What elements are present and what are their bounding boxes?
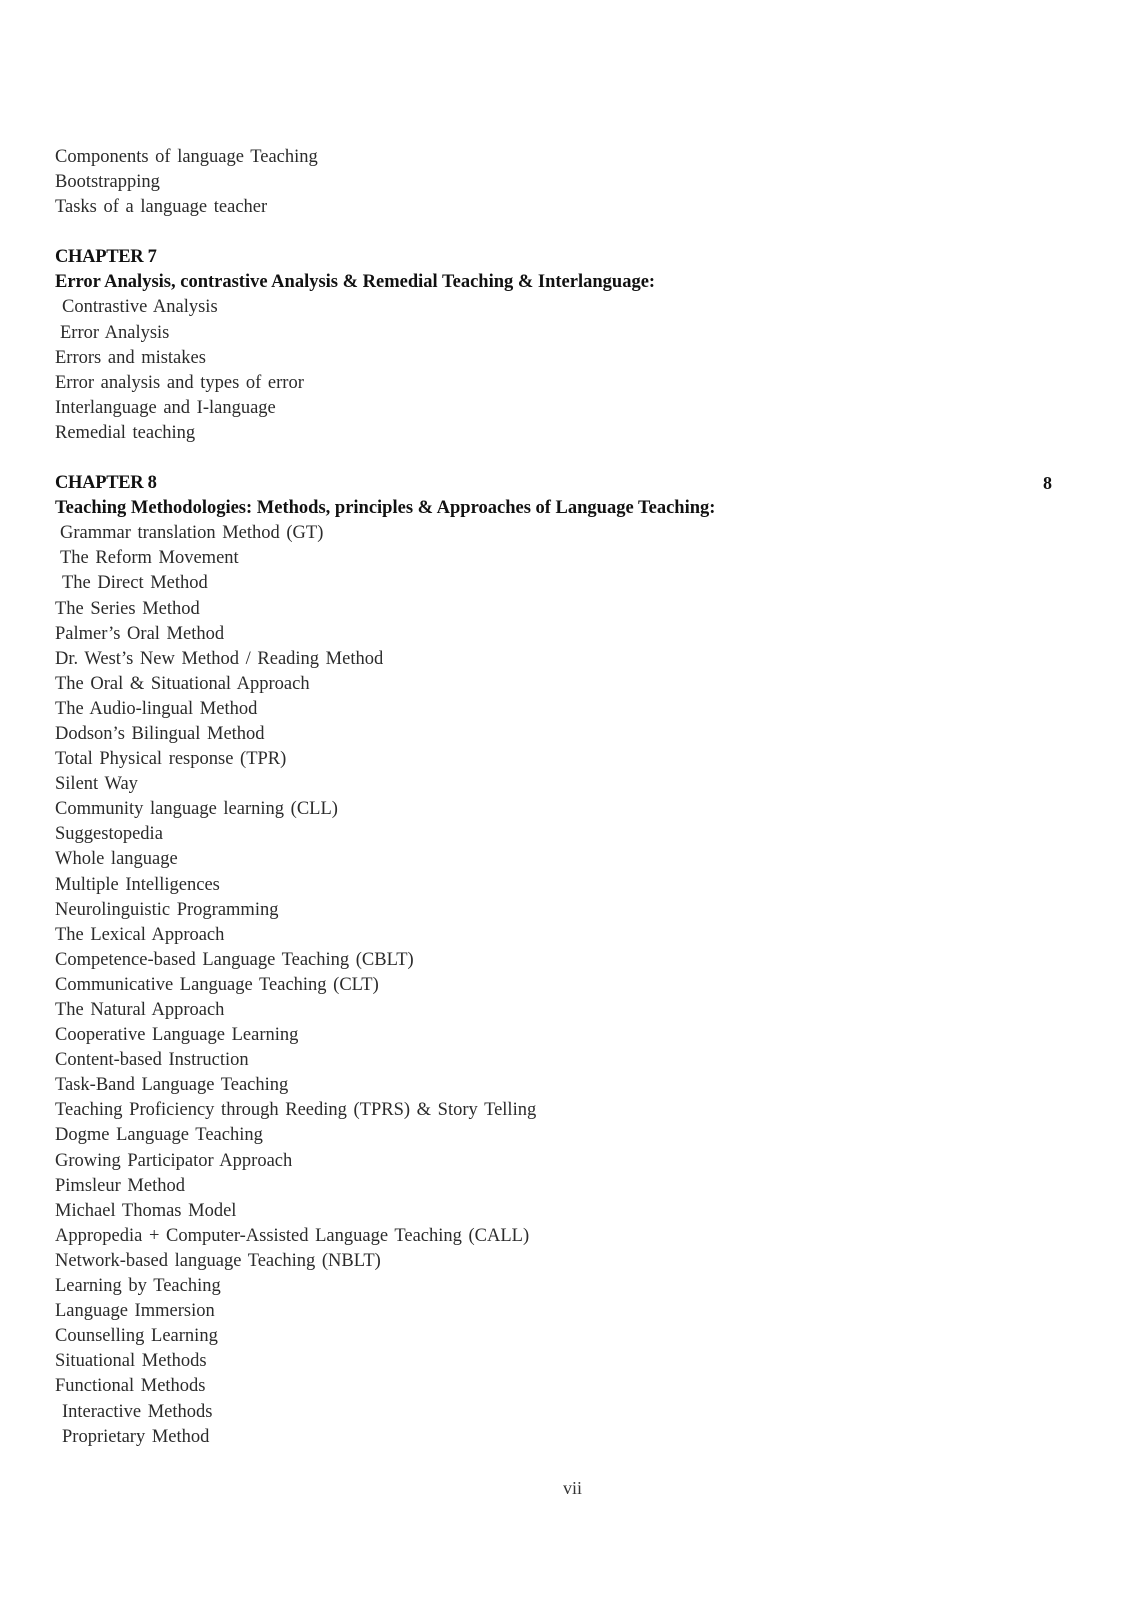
list-item: Growing Participator Approach xyxy=(55,1150,293,1171)
page-number: vii xyxy=(562,1478,582,1498)
intro-list xyxy=(55,145,1015,220)
list-item: Pimsleur Method xyxy=(55,1175,185,1196)
list-item: Remedial teaching xyxy=(55,422,196,443)
list-item: Teaching Proficiency through Reeding (TPRS) & Story Telling xyxy=(55,1100,537,1121)
list-item: Multiple Intelligences xyxy=(55,874,220,895)
list-item: Palmer’s Oral Method xyxy=(55,623,225,644)
list-item: The Series Method xyxy=(55,598,200,619)
list-item: Network-based language Teaching (NBLT) xyxy=(55,1250,381,1271)
list-item: Task-Band Language Teaching xyxy=(55,1075,289,1096)
list-item: Suggestopedia xyxy=(55,824,163,845)
list-item: Content-based Instruction xyxy=(55,1050,249,1071)
list-item: The Lexical Approach xyxy=(55,924,225,945)
table-of-contents xyxy=(55,145,1015,1450)
list-item: Learning by Teaching xyxy=(55,1276,221,1297)
chapter-7-section xyxy=(55,245,1015,446)
list-item: Error Analysis xyxy=(60,322,170,343)
chapter-7-label: CHAPTER 7 xyxy=(55,247,157,268)
list-item: Language Immersion xyxy=(55,1301,215,1322)
list-item: Total Physical response (TPR) xyxy=(55,749,287,770)
list-item: Counselling Learning xyxy=(55,1326,218,1347)
list-item: Dogme Language Teaching xyxy=(55,1125,263,1146)
list-item: Error analysis and types of error xyxy=(55,372,304,393)
chapter-8-title: Teaching Methodologies: Methods, principles & Approaches of Language Teaching: xyxy=(55,498,716,519)
list-item: Errors and mistakes xyxy=(55,347,206,368)
chapter-8-label: CHAPTER 8 xyxy=(55,473,157,494)
list-item: Appropedia + Computer-Assisted Language Teaching (CALL) xyxy=(55,1225,530,1246)
list-item: Contrastive Analysis xyxy=(62,297,218,318)
list-item: Neurolinguistic Programming xyxy=(55,899,279,920)
list-item: Components of language Teaching xyxy=(55,147,318,167)
list-item: The Direct Method xyxy=(62,573,208,594)
chapter-7-title: Error Analysis, contrastive Analysis & Remedial Teaching & Interlanguage: xyxy=(55,272,656,293)
list-item: Bootstrapping xyxy=(55,172,160,193)
list-item: Community language learning (CLL) xyxy=(55,799,338,820)
list-item: The Audio-lingual Method xyxy=(55,698,258,719)
list-item: Silent Way xyxy=(55,774,138,795)
list-item: Interlanguage and I-language xyxy=(55,397,276,418)
list-item: Functional Methods xyxy=(55,1376,206,1397)
list-item: The Natural Approach xyxy=(55,1000,225,1020)
list-item: Dr. West’s New Method / Reading Method xyxy=(55,648,384,669)
list-item: Tasks of a language teacher xyxy=(55,197,268,218)
list-item: Interactive Methods xyxy=(62,1401,213,1422)
list-item: Cooperative Language Learning xyxy=(55,1025,299,1046)
list-item: The Reform Movement xyxy=(60,548,239,569)
list-item: Competence-based Language Teaching (CBLT) xyxy=(55,949,414,970)
list-item: Situational Methods xyxy=(55,1351,207,1372)
list-item: The Oral & Situational Approach xyxy=(55,673,310,694)
list-item: Whole language xyxy=(55,849,178,870)
list-item: Grammar translation Method (GT) xyxy=(60,523,324,544)
list-item: Communicative Language Teaching (CLT) xyxy=(55,974,379,995)
chapter-8-section xyxy=(55,471,1015,1450)
edge-mark: 8 xyxy=(1043,473,1052,493)
list-item: Proprietary Method xyxy=(62,1426,210,1447)
list-item: Dodson’s Bilingual Method xyxy=(55,723,265,744)
list-item: Michael Thomas Model xyxy=(55,1200,237,1221)
